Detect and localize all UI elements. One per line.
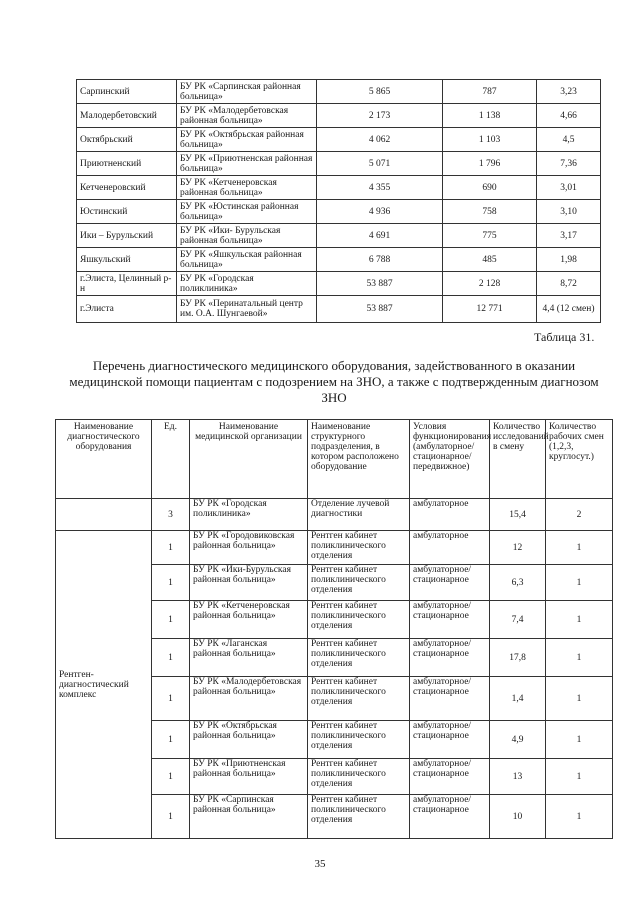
district-cell: Малодербетовский (77, 104, 177, 128)
per-shift-cell: 1,4 (490, 677, 546, 721)
district-cell: Кетченеровский (77, 176, 177, 200)
value-cell: 787 (443, 80, 537, 104)
value-cell: 485 (443, 248, 537, 272)
value-cell: 1 138 (443, 104, 537, 128)
table-row (77, 176, 601, 200)
value-cell: 1 796 (443, 152, 537, 176)
conditions-cell: амбулаторное/ стационарное (410, 639, 490, 677)
dept-cell: Рентген кабинет поликлинического отделения (308, 677, 410, 721)
conditions-cell: амбулаторное (410, 499, 490, 531)
dept-cell: Рентген кабинет поликлинического отделения (308, 639, 410, 677)
shifts-cell: 1 (546, 677, 613, 721)
district-cell: Октябрьский (77, 128, 177, 152)
equipment-cell-empty (56, 499, 152, 531)
value-cell: 3,23 (537, 80, 601, 104)
org-cell: БУ РК «Ики-Бурульская районная больница» (190, 565, 308, 601)
per-shift-cell: 15,4 (490, 499, 546, 531)
org-cell: БУ РК «Кетченеровская районная больница» (190, 601, 308, 639)
section-heading: Перечень диагностического медицинского оборудования, задействованного в оказании медицинской помощи пациентам с подозрением на ЗНО, а также с подтвержденным диагнозом ЗНО (69, 358, 599, 405)
equipment-group-label: Рентген-диагностический комплекс (56, 531, 152, 839)
value-cell: 4,5 (537, 128, 601, 152)
district-stats-table (76, 79, 601, 323)
page-number: 35 (314, 858, 326, 870)
conditions-cell: амбулаторное/ стационарное (410, 721, 490, 759)
shifts-cell: 1 (546, 601, 613, 639)
district-cell: Сарпинский (77, 80, 177, 104)
per-shift-cell: 17,8 (490, 639, 546, 677)
org-cell: БУ РК «Октябрьская районная больница» (190, 721, 308, 759)
shifts-cell: 1 (546, 795, 613, 839)
table-row (77, 248, 601, 272)
org-cell: БУ РК «Лаганская районная больница» (190, 639, 308, 677)
shifts-cell: 1 (546, 721, 613, 759)
org-cell: БУ РК «Малодербетовская районная больница» (177, 104, 317, 128)
header-dept: Наименование структурного подразделения, в котором расположено оборудование (308, 420, 410, 499)
value-cell: 4,4 (12 смен) (537, 296, 601, 323)
dept-cell: Рентген кабинет поликлинического отделения (308, 565, 410, 601)
dept-cell: Рентген кабинет поликлинического отделения (308, 531, 410, 565)
per-shift-cell: 12 (490, 531, 546, 565)
equipment-table (55, 419, 613, 839)
value-cell: 3,17 (537, 224, 601, 248)
units-cell: 1 (152, 677, 190, 721)
units-cell: 1 (152, 601, 190, 639)
table-row (77, 128, 601, 152)
district-cell: Приютненский (77, 152, 177, 176)
equipment-body (56, 499, 613, 839)
dept-cell: Отделение лучевой диагностики (308, 499, 410, 531)
value-cell: 1 103 (443, 128, 537, 152)
district-cell: Яшкульский (77, 248, 177, 272)
value-cell: 4 355 (317, 176, 443, 200)
units-cell: 1 (152, 721, 190, 759)
conditions-cell: амбулаторное/ стационарное (410, 565, 490, 601)
value-cell: 690 (443, 176, 537, 200)
header-units: Ед. (152, 420, 190, 499)
org-cell: БУ РК «Юстинская районная больница» (177, 200, 317, 224)
units-cell: 1 (152, 639, 190, 677)
dept-cell: Рентген кабинет поликлинического отделения (308, 601, 410, 639)
value-cell: 4,66 (537, 104, 601, 128)
value-cell: 5 071 (317, 152, 443, 176)
conditions-cell: амбулаторное/ стационарное (410, 601, 490, 639)
header-shifts: Количество рабочих смен (1,2,3, круглосут.) (546, 420, 613, 499)
per-shift-cell: 6,3 (490, 565, 546, 601)
conditions-cell: амбулаторное (410, 531, 490, 565)
value-cell: 8,72 (537, 272, 601, 296)
value-cell: 6 788 (317, 248, 443, 272)
units-cell: 1 (152, 759, 190, 795)
per-shift-cell: 4,9 (490, 721, 546, 759)
table-row (56, 499, 613, 531)
per-shift-cell: 10 (490, 795, 546, 839)
table-row (77, 200, 601, 224)
per-shift-cell: 13 (490, 759, 546, 795)
shifts-cell: 1 (546, 759, 613, 795)
org-cell: БУ РК «Городская поликлиника» (190, 499, 308, 531)
org-cell: БУ РК «Городовиковская районная больница» (190, 531, 308, 565)
header-equipment: Наименование диагностического оборудования (56, 420, 152, 499)
conditions-cell: амбулаторное/ стационарное (410, 795, 490, 839)
org-cell: БУ РК «Яшкульская районная больница» (177, 248, 317, 272)
shifts-cell: 2 (546, 499, 613, 531)
value-cell: 775 (443, 224, 537, 248)
district-cell: г.Элиста (77, 296, 177, 323)
district-stats-body (77, 80, 601, 323)
units-cell: 1 (152, 531, 190, 565)
value-cell: 758 (443, 200, 537, 224)
units-cell: 1 (152, 795, 190, 839)
value-cell: 3,10 (537, 200, 601, 224)
table-caption: Таблица 31. (534, 330, 595, 344)
table-row (56, 531, 613, 565)
org-cell: БУ РК «Приютненская районная больница» (177, 152, 317, 176)
table-row (77, 152, 601, 176)
conditions-cell: амбулаторное/ стационарное (410, 759, 490, 795)
dept-cell: Рентген кабинет поликлинического отделения (308, 795, 410, 839)
district-cell: г.Элиста, Целинный р-н (77, 272, 177, 296)
value-cell: 4 691 (317, 224, 443, 248)
table-row (77, 272, 601, 296)
district-cell: Ики – Бурульский (77, 224, 177, 248)
org-cell: БУ РК «Сарпинская районная больница» (190, 795, 308, 839)
value-cell: 2 173 (317, 104, 443, 128)
table-row (77, 224, 601, 248)
table-row (77, 80, 601, 104)
units-cell: 3 (152, 499, 190, 531)
value-cell: 1,98 (537, 248, 601, 272)
org-cell: БУ РК «Приютненская районная больница» (190, 759, 308, 795)
value-cell: 53 887 (317, 296, 443, 323)
value-cell: 4 062 (317, 128, 443, 152)
org-cell: БУ РК «Городская поликлиника» (177, 272, 317, 296)
value-cell: 53 887 (317, 272, 443, 296)
dept-cell: Рентген кабинет поликлинического отделения (308, 759, 410, 795)
header-org: Наименование медицинской организации (190, 420, 308, 499)
header-conditions: Условия функционирования (амбулаторное/ стационарное/ передвижное) (410, 420, 490, 499)
org-cell: БУ РК «Малодербетовская районная больница» (190, 677, 308, 721)
value-cell: 2 128 (443, 272, 537, 296)
org-cell: БУ РК «Перинатальный центр им. О.А. Шунгаевой» (177, 296, 317, 323)
shifts-cell: 1 (546, 639, 613, 677)
equipment-header-row (56, 420, 613, 499)
district-cell: Юстинский (77, 200, 177, 224)
shifts-cell: 1 (546, 531, 613, 565)
dept-cell: Рентген кабинет поликлинического отделения (308, 721, 410, 759)
header-per-shift: Количество исследований в смену (490, 420, 546, 499)
value-cell: 3,01 (537, 176, 601, 200)
org-cell: БУ РК «Октябрьская районная больница» (177, 128, 317, 152)
org-cell: БУ РК «Ики- Бурульская районная больница» (177, 224, 317, 248)
org-cell: БУ РК «Кетченеровская районная больница» (177, 176, 317, 200)
shifts-cell: 1 (546, 565, 613, 601)
value-cell: 12 771 (443, 296, 537, 323)
table-row (77, 296, 601, 323)
conditions-cell: амбулаторное/ стационарное (410, 677, 490, 721)
value-cell: 5 865 (317, 80, 443, 104)
value-cell: 4 936 (317, 200, 443, 224)
units-cell: 1 (152, 565, 190, 601)
org-cell: БУ РК «Сарпинская районная больница» (177, 80, 317, 104)
table-row (77, 104, 601, 128)
per-shift-cell: 7,4 (490, 601, 546, 639)
value-cell: 7,36 (537, 152, 601, 176)
